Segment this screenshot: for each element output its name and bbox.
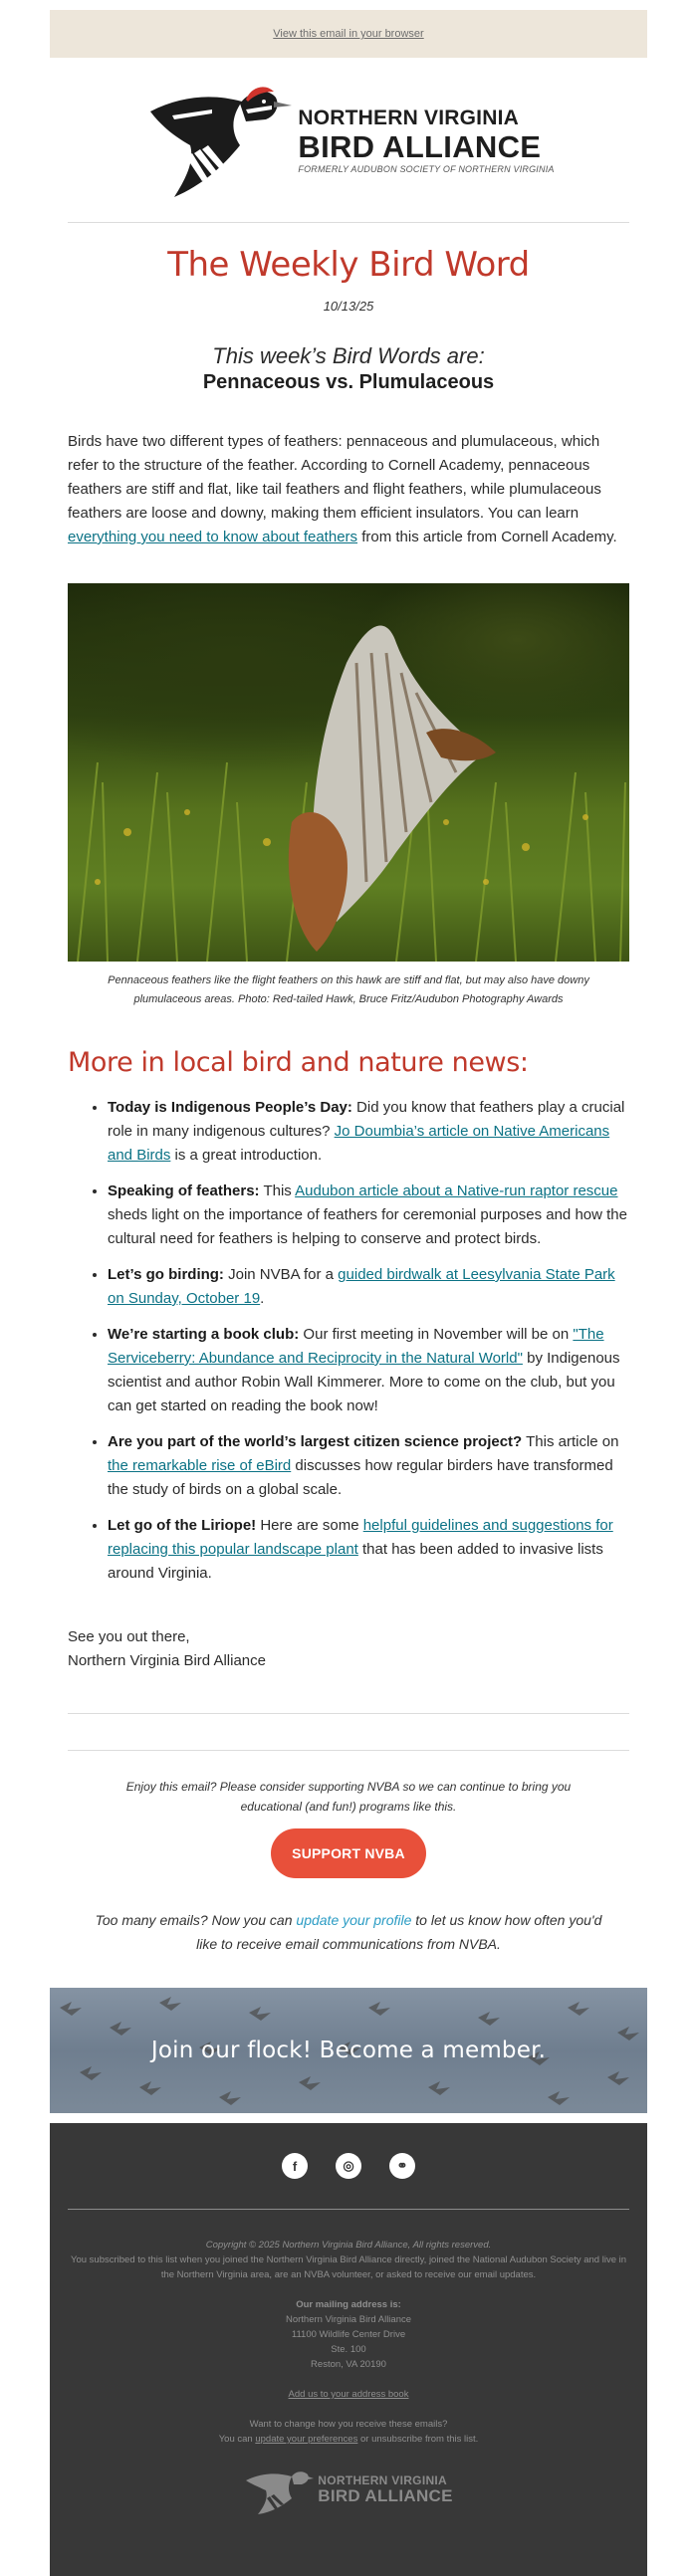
news-item-title: Speaking of feathers:: [108, 1182, 260, 1199]
news-item: [108, 1323, 629, 1418]
news-item-title: We’re starting a book club:: [108, 1326, 300, 1343]
news-item-text: Join NVBA for a: [223, 1266, 339, 1283]
news-item-text: is a great introduction.: [170, 1147, 323, 1164]
news-item: [108, 1263, 629, 1311]
address-line: Ste. 100: [331, 2344, 366, 2355]
news-item: [108, 1514, 629, 1586]
change-emails-question: Want to change how you receive these emails?: [249, 2419, 448, 2430]
hawk-photo: [68, 583, 629, 962]
update-preferences-link[interactable]: update your preferences: [255, 2434, 358, 2445]
content-divider: [68, 1713, 629, 1714]
news-item-text: sheds light on the importance of feathers for ceremonial purposes and how the cultural need for feathers is helping to conserve and protect birds.: [108, 1206, 627, 1247]
intro-text-2: from this article from Cornell Academy.: [357, 529, 617, 545]
footer-logo-line-1: NORTHERN VIRGINIA: [318, 2473, 448, 2487]
membership-banner-text: Join our flock! Become a member.: [150, 2038, 547, 2063]
intro-text-1: Birds have two different types of feathers: pennaceous and plumulaceous, which refer to the structure of the feather. According to Cornell Academy, pennaceous feathers are stiff and flat, like tail feathers and flight feathers, while plumulaceous feathers are loose and downy, making them efficient insulators. You can learn: [68, 433, 601, 522]
serviceberry-book-link[interactable]: "The Serviceberry: Abundance and Reciprocity in the Natural World": [108, 1326, 604, 1367]
news-item-title: Let go of the Liriope!: [108, 1517, 257, 1534]
photo-caption: Pennaceous feathers like the flight feathers on this hawk are stiff and flat, but may also have downy plumulaceous areas. Photo: Red-tailed Hawk, Bruce Fritz/Audubon Photography Awards: [108, 974, 589, 1005]
nvba-logo[interactable]: [142, 76, 554, 205]
copyright-text: Copyright © 2025 Northern Virginia Bird Alliance, All rights reserved.: [205, 2240, 492, 2251]
news-item-text: by Indigenous scientist and author Robin Wall Kimmerer. More to come on the club, but you can get started on reading the book now!: [108, 1350, 620, 1414]
preferences-text: [90, 1908, 607, 1956]
bird-logo-icon: [244, 2465, 314, 2514]
bird-words-intro: This week’s Bird Words are:: [212, 343, 485, 368]
address-line: Reston, VA 20190: [311, 2359, 386, 2370]
change-text-1: You can: [218, 2434, 256, 2445]
news-item: [108, 1096, 629, 1168]
link-icon[interactable]: ⚭: [389, 2153, 415, 2179]
header: [0, 58, 697, 222]
news-item: [108, 1180, 629, 1251]
preferences-text-2: to let us know how often you'd like to receive email communications from NVBA.: [196, 1912, 602, 1952]
facebook-icon[interactable]: f: [282, 2153, 308, 2179]
footer-logo[interactable]: [50, 2465, 647, 2514]
logo-line-1: NORTHERN VIRGINIA: [298, 106, 519, 129]
news-item-text: This article on: [522, 1433, 619, 1450]
news-item-text: Here are some: [256, 1517, 363, 1534]
bird-words: Pennaceous vs. Plumulaceous: [202, 371, 495, 393]
ebird-article-link[interactable]: the remarkable rise of eBird: [108, 1457, 292, 1474]
change-text-3: .: [475, 2434, 479, 2445]
address-line: 11100 Wildlife Center Drive: [291, 2329, 406, 2340]
address-line: Northern Virginia Bird Alliance: [285, 2314, 412, 2325]
support-button-row: [0, 1828, 697, 1878]
support-text: Enjoy this email? Please consider supporting NVBA so we can continue to bring you educational (and fun!) programs like this.: [125, 1780, 572, 1814]
footer-logo-line-2: BIRD ALLIANCE: [318, 2486, 453, 2505]
logo-line-3: FORMERLY AUDUBON SOCIETY OF NORTHERN VIRGINIA: [298, 163, 555, 174]
preferences-text-1: Too many emails? Now you can: [95, 1912, 297, 1928]
social-links: [50, 2123, 647, 2179]
instagram-icon[interactable]: ◎: [336, 2153, 361, 2179]
feathers-article-link[interactable]: everything you need to know about feathers: [68, 529, 358, 545]
news-list: [108, 1096, 629, 1586]
news-item-text: Our first meeting in November will be on: [299, 1326, 574, 1343]
newsletter-date: 10/13/25: [323, 299, 374, 314]
add-to-address-book-link[interactable]: Add us to your address book: [288, 2389, 409, 2400]
signoff: [68, 1625, 629, 1673]
news-item-text: that has been added to invasive lists around Virginia.: [108, 1541, 603, 1582]
newsletter-title: The Weekly Bird Word: [167, 245, 530, 285]
mailing-address-label: Our mailing address is:: [296, 2299, 401, 2310]
raptor-rescue-link[interactable]: Audubon article about a Native-run raptor rescue: [295, 1182, 618, 1199]
support-nvba-button[interactable]: SUPPORT NVBA: [271, 1828, 426, 1878]
signoff-line-1: See you out there,: [68, 1628, 190, 1645]
change-emails-line: [68, 2432, 629, 2447]
footer-divider: [68, 2209, 629, 2210]
footer: [50, 2123, 647, 2576]
unsubscribe-link[interactable]: unsubscribe from this list: [371, 2434, 476, 2445]
birdwalk-link[interactable]: guided birdwalk at Leesylvania State Park on Sunday, October 19: [108, 1266, 615, 1307]
logo-wordmark: [298, 107, 554, 174]
liriope-guidelines-link[interactable]: helpful guidelines and suggestions for replacing this popular landscape plant: [108, 1517, 613, 1558]
news-item: [108, 1430, 629, 1502]
intro-paragraph: [68, 430, 629, 549]
membership-banner[interactable]: [50, 1988, 647, 2113]
news-item-title: Today is Indigenous People’s Day:: [108, 1099, 352, 1116]
signoff-line-2: Northern Virginia Bird Alliance: [68, 1652, 266, 1669]
email-container: [0, 10, 697, 2576]
woodpecker-logo-icon: [142, 76, 292, 205]
news-item-text: Did you know that feathers play a crucial role in many indigenous cultures?: [108, 1099, 625, 1140]
content-divider: [68, 1750, 629, 1751]
header-divider: [68, 222, 629, 223]
view-in-browser-link[interactable]: View this email in your browser: [273, 28, 424, 40]
logo-line-2: BIRD ALLIANCE: [298, 128, 542, 164]
news-item-text: .: [260, 1290, 265, 1307]
change-text-2: or: [357, 2434, 372, 2445]
top-banner: [50, 10, 647, 58]
native-americans-birds-link[interactable]: Jo Doumbia’s article on Native Americans and Birds: [108, 1123, 610, 1164]
news-item-title: Let’s go birding:: [108, 1266, 224, 1283]
news-heading: More in local bird and nature news:: [68, 1047, 529, 1078]
subscription-reason-text: You subscribed to this list when you joined the Northern Virginia Bird Alliance directly, joined the National Audubon Society and live in the Northern Virginia area, are an NVBA volunteer, or asked to receive our email updates.: [70, 2254, 627, 2280]
news-item-text: discusses how regular birders have transformed the study of birds on a global scale.: [108, 1457, 613, 1498]
news-item-text: This: [259, 1182, 296, 1199]
news-item-title: Are you part of the world’s largest citizen science project?: [108, 1433, 523, 1450]
update-profile-link[interactable]: update your profile: [296, 1912, 412, 1928]
